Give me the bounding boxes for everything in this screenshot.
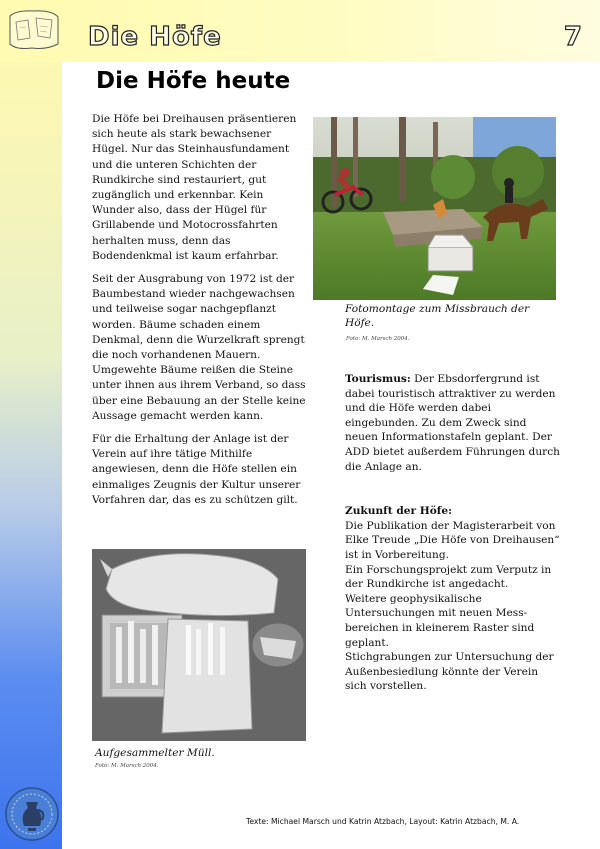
- paragraph: Seit der Ausgrabung von 1972 ist der Baumbestand wieder nachgewachsen und teilweise sogar nachgepflanzt worden. Bäume schaden einem Denkmal, denn die Wurzelkraft sprengt die noch vorhandenen Mauern. Umgewehte Bäume reißen die Steine unter ihnen aus ihrem Verband, so dass über eine Bebauung an der Stelle keine Aussage gemacht werden kann.: [92, 273, 306, 422]
- page-number: 7: [563, 22, 582, 52]
- photo-credit: Foto: M. Marsch 2004.: [346, 336, 410, 342]
- trash-photo-caption: Aufgesammelter Müll.: [95, 747, 215, 759]
- paragraph: Für die Erhaltung der Anlage ist der Verein auf ihre tätige Mithilfe angewiesen, denn die Höfe stellen ein einmaliges Zeugnis der Kultur unserer Vorfahren dar, das es zu schützen gilt.: [92, 433, 301, 506]
- page-title: Die Höfe heute: [96, 68, 291, 94]
- section-title: Die Höfe: [88, 22, 222, 52]
- left-column: [92, 112, 308, 516]
- future-heading: Zukunft der Höfe:: [345, 505, 453, 518]
- future-line: Ein Forschungsprojekt zum Verputz in der Rundkirche ist angedacht.: [345, 563, 552, 591]
- tourism-text: Der Ebsdorfergrund ist dabei touristisch attraktiver zu werden und die Höfe werden dabei eingebunden. Zu dem Zweck sind neuen Informationstafeln geplant. Der ADD bietet außerdem Führungen durch die Anlage an.: [345, 373, 560, 473]
- future-section: [345, 504, 560, 694]
- tourism-paragraph: [345, 372, 560, 474]
- photo-credit: Foto: M. Marsch 2004.: [95, 763, 159, 769]
- future-line: Weitere geophysikalische Untersuchungen mit neuen Mess- bereichen in kleinerem Raster sind geplant.: [345, 592, 535, 649]
- future-line: Die Publikation der Magisterarbeit von Elke Treude „Die Höfe von Dreihausen“ ist in Vorbereitung.: [345, 519, 560, 561]
- footer-credits: Texte: Michael Marsch und Katrin Atzbach, Layout: Katrin Atzbach, M. A.: [246, 817, 520, 826]
- future-line: Stichgrabungen zur Untersuchung der Außenbesiedlung könnte der Verein sich vorstellen.: [345, 651, 554, 693]
- photo-montage-image: [313, 117, 556, 300]
- right-column: [345, 372, 560, 694]
- photo-montage-caption: Fotomontage zum Missbrauch der Höfe.: [345, 303, 530, 329]
- trash-photo-image: [92, 549, 306, 741]
- paragraph: Die Höfe bei Dreihausen präsentieren sich heute als stark bewachsener Hügel. Nur das Steinhausfundament und die unteren Schichten der Rundkirche sind restauriert, gut zugänglich und erkennbar. Kein Wunder also, dass der Hügel für Grillabende und Motocrossfahrten herhalten muss, denn das Bodendenkmal ist kaum erfahrbar.: [92, 113, 297, 262]
- stone-map-sketch-icon: [6, 8, 62, 52]
- club-seal-icon: [4, 782, 60, 842]
- sidebar-gradient: [0, 0, 62, 849]
- tourism-heading: Tourismus:: [345, 373, 411, 385]
